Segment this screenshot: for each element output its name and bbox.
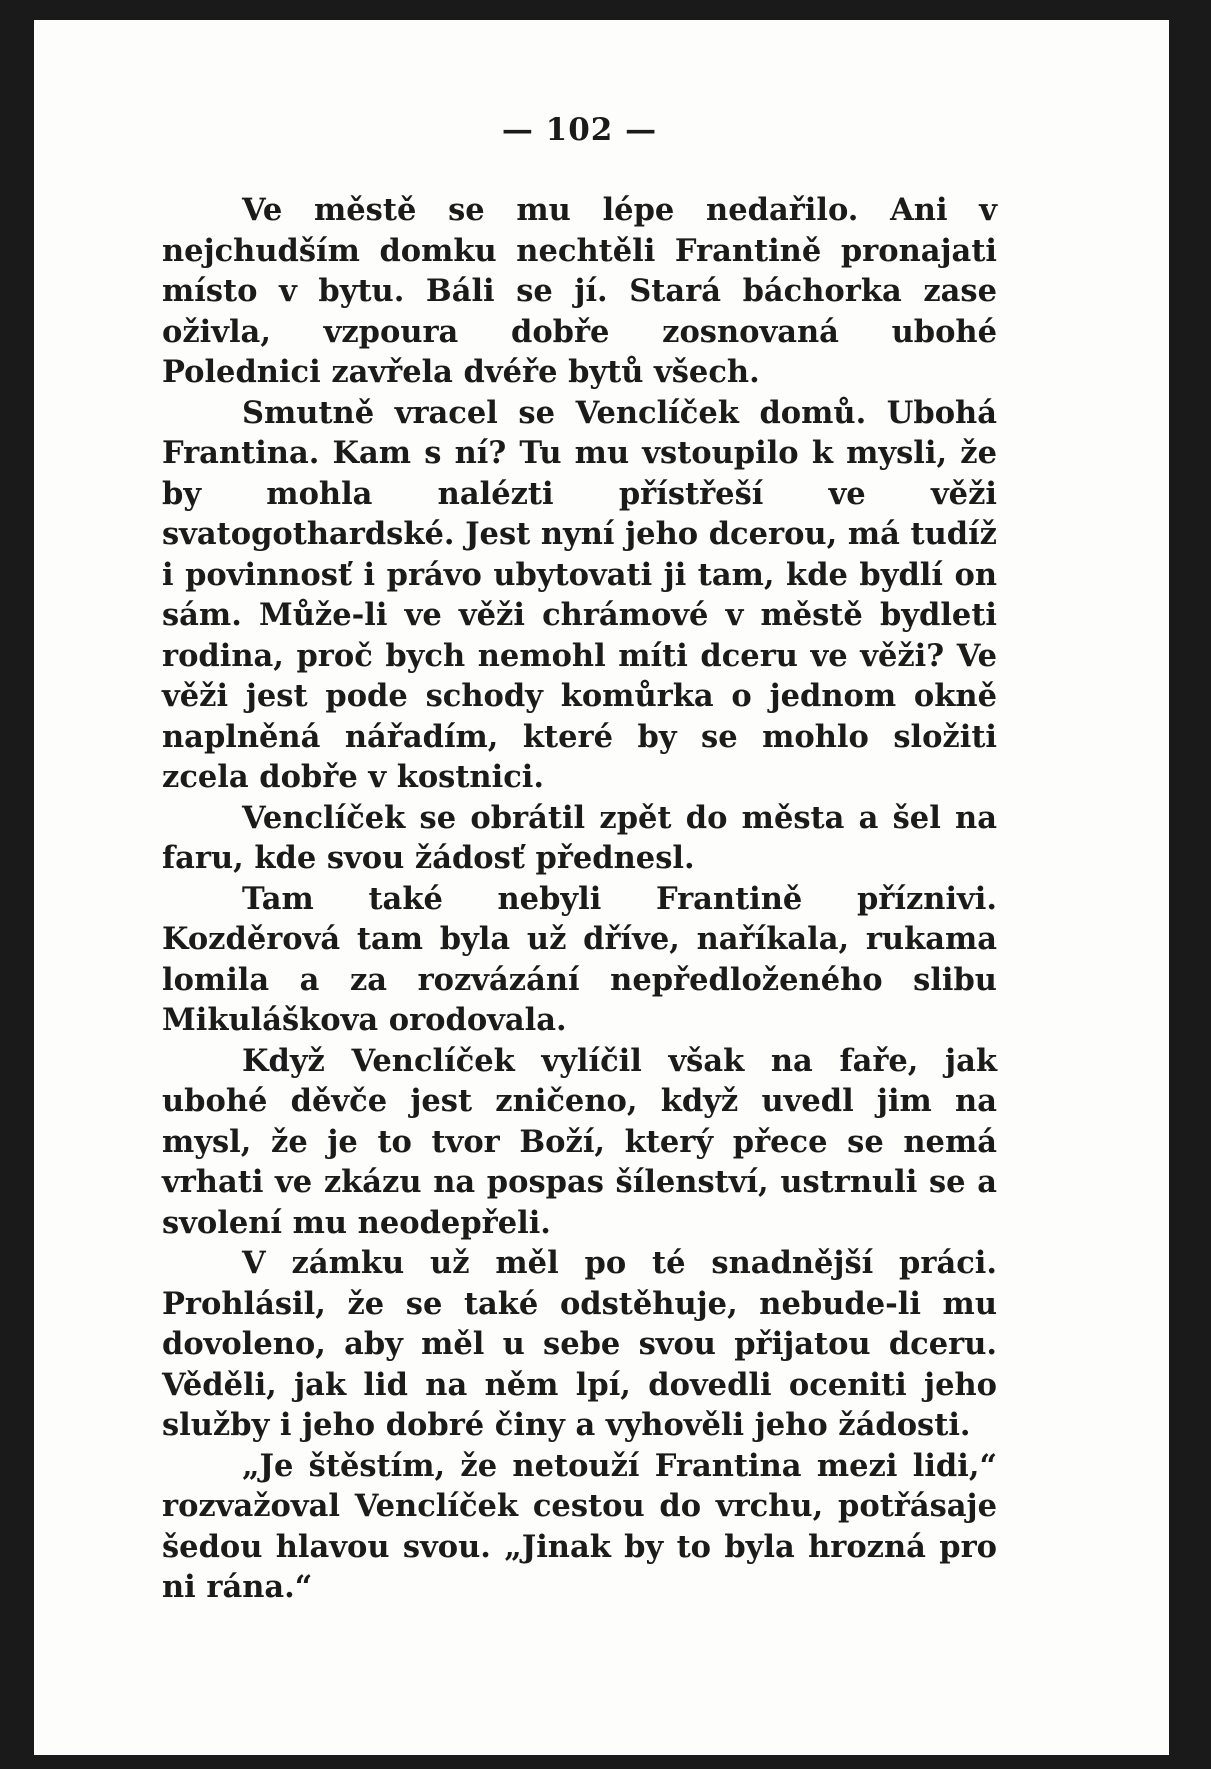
paragraph-4: Tam také nebyli Frantině příznivi. Kozděrová tam byla už dříve, naříkala, rukama lomila a za rozvázání nepředloženého slibu Mikuláškova orodovala. — [162, 880, 997, 1038]
paragraph-1: Ve městě se mu lépe nedařilo. Ani v nejchudším domku nechtěli Frantině pronajati místo v bytu. Báli se jí. Stará báchorka zase oživla, vzpoura dobře zosnovaná ubohé Polednici zavřela dvéře bytů všech. — [162, 192, 997, 390]
page-number: — 102 — — [501, 112, 658, 148]
paragraph-5: Když Venclíček vylíčil však na faře, jak ubohé děvče jest zničeno, když uvedl jim na mysl, že je to tvor Boží, který přece se nemá vrhati ve zkázu na pospas šílenství, ustrnuli se a svolení mu neodepřeli. — [162, 1042, 997, 1241]
paragraph-2: Smutně vracel se Venclíček domů. Ubohá Frantina. Kam s ní? Tu mu vstoupilo k mysli, že by mohla nalézti přístřeší ve věži svatogothardské. Jest nyní jeho dcerou, má tudíž i povinnosť i právo ubytovati ji tam, kde bydlí on sám. Může-li ve věži chrámové v městě bydleti rodina, proč bych nemohl míti dceru ve věži? Ve věži jest pode schody komůrka o jednom okně naplněná nářadím, které by se mohlo složiti zcela dobře v kostnici. — [162, 394, 997, 795]
text-block — [162, 110, 997, 1608]
book-page — [34, 20, 1169, 1755]
paragraph-3: Venclíček se obrátil zpět do města a šel na faru, kde svou žádosť přednesl. — [162, 799, 997, 876]
paragraph-6: V zámku už měl po té snadnější práci. Prohlásil, že se také odstěhuje, nebude-li mu dovoleno, aby měl u sebe svou přijatou dceru. Věděli, jak lid na něm lpí, dovedli oceniti jeho služby i jeho dobré činy a vyhověli jeho žádosti. — [162, 1245, 997, 1443]
paragraph-7: „Je štěstím, že netouží Frantina mezi lidi,“ rozvažoval Venclíček cestou do vrchu, potřásaje šedou hlavou svou. „Jinak by to byla hrozná pro ni rána.“ — [162, 1447, 997, 1605]
